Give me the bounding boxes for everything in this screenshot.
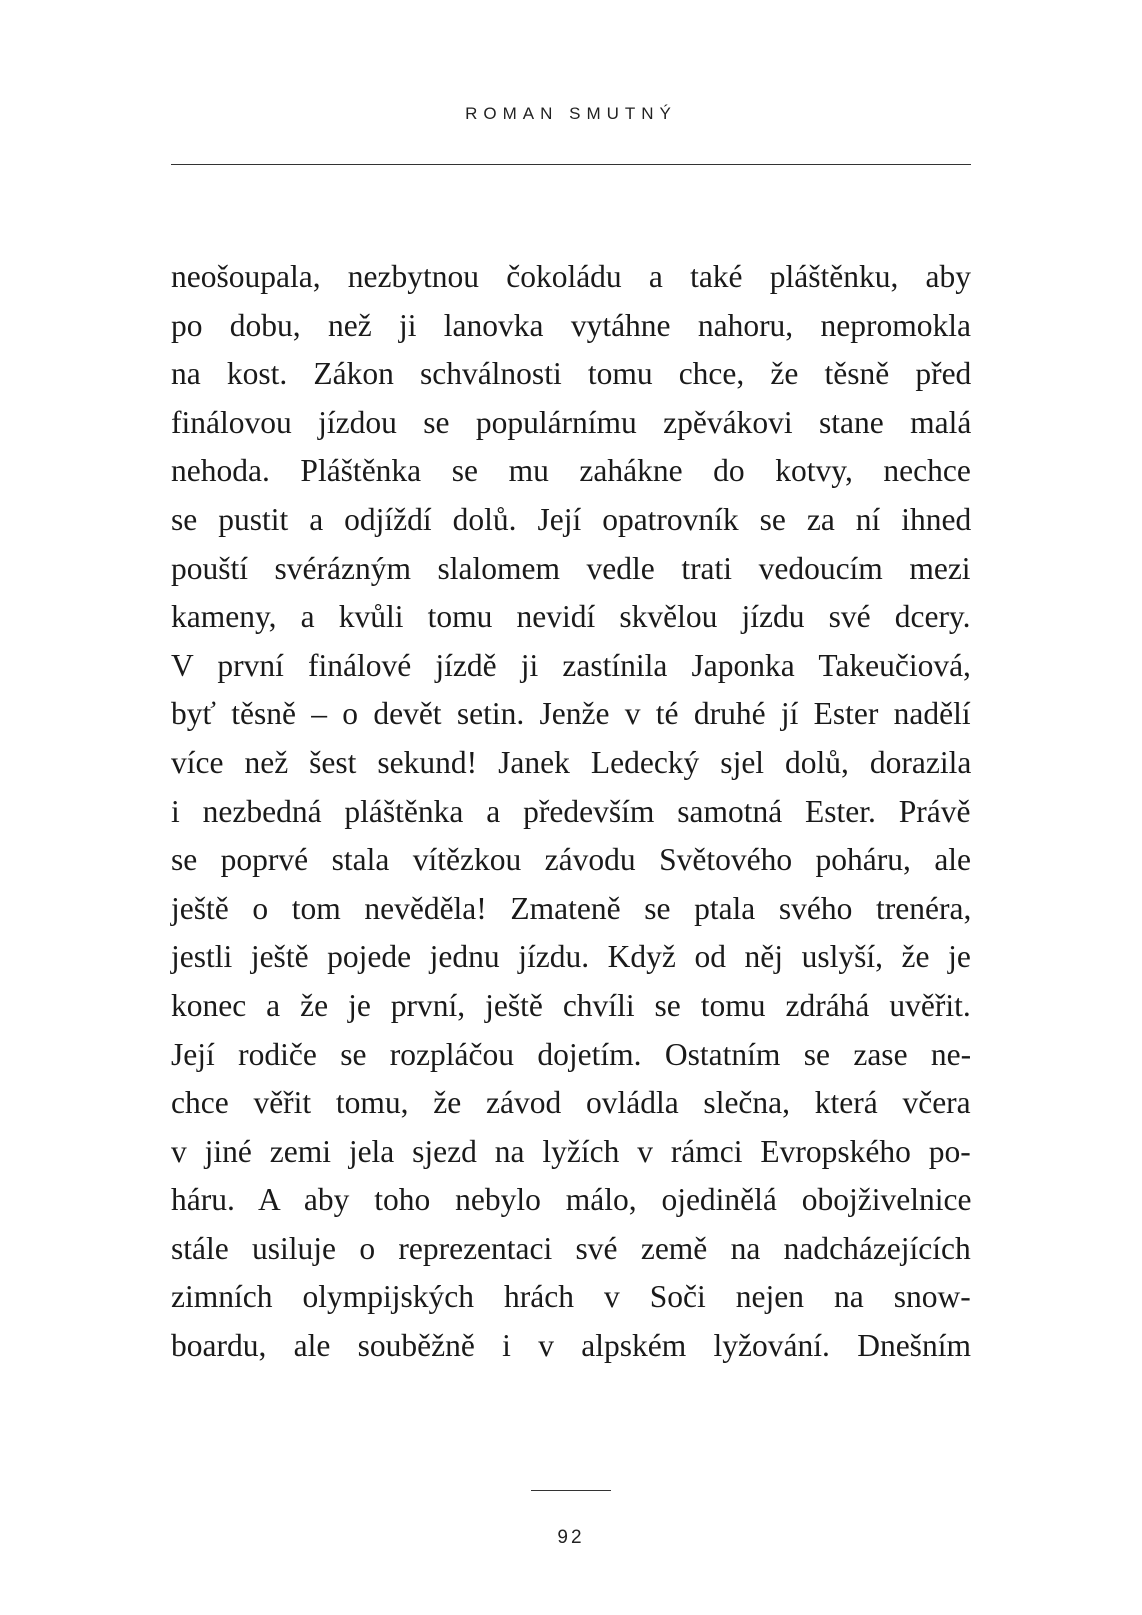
text-line: v jiné zemi jela sjezd na lyžích v rámci Evropského po- (171, 1133, 971, 1169)
text-line: nehoda. Pláštěnka se mu zahákne do kotvy, nechce (171, 453, 971, 489)
text-line: pouští svérázným slalomem vedle trati vedoucím mezi (171, 550, 971, 586)
text-line: se pustit a odjíždí dolů. Její opatrovník se za ní ihned (171, 501, 972, 537)
text-line: byť těsně – o devět setin. Jenže v té druhé jí Ester nadělí (171, 696, 971, 732)
text-line: konec a že je první, ještě chvíli se tomu zdráhá uvěřit. (171, 987, 971, 1023)
text-line: chce věřit tomu, že závod ovládla slečna, která včera (171, 1085, 971, 1121)
text-line: ještě o tom nevěděla! Zmateně se ptala svého trenéra, (171, 890, 972, 926)
text-line: V první finálové jízdě ji zastínila Japonka Takeučiová, (171, 647, 971, 683)
body-text (171, 253, 971, 1371)
page-number: 92 (557, 1527, 585, 1548)
text-line: neošoupala, nezbytnou čokoládu a také pláštěnku, aby (171, 259, 972, 294)
text-line: po dobu, než ji lanovka vytáhne nahoru, nepromokla (171, 307, 971, 343)
header-divider (171, 164, 971, 165)
footer-divider (531, 1490, 611, 1491)
text-line: se poprvé stala vítězkou závodu Světového poháru, ale (171, 842, 972, 878)
text-line: stále usiluje o reprezentaci své země na nadcházejících (171, 1230, 971, 1266)
running-head-title: ROMAN SMUTNÝ (465, 104, 677, 123)
text-line: i nezbedná pláštěnka a především samotná Ester. Právě (171, 793, 971, 829)
text-line: zimních olympijských hrách v Soči nejen na snow- (171, 1279, 971, 1315)
text-line: Její rodiče se rozpláčou dojetím. Ostatním se zase ne- (171, 1036, 972, 1072)
text-line: kameny, a kvůli tomu nevidí skvělou jízdu své dcery. (171, 599, 971, 635)
text-line: boardu, ale souběžně i v alpském lyžování. Dnešním (171, 1328, 971, 1364)
text-line: jestli ještě pojede jednu jízdu. Když od něj uslyší, že je (171, 939, 971, 975)
text-line: finálovou jízdou se populárnímu zpěvákovi stane malá (171, 404, 972, 440)
text-line: více než šest sekund! Janek Ledecký sjel dolů, dorazila (171, 744, 972, 780)
text-line: háru. A aby toho nebylo málo, ojedinělá obojživelnice (171, 1182, 972, 1218)
text-line: na kost. Zákon schválnosti tomu chce, že těsně před (171, 356, 972, 392)
